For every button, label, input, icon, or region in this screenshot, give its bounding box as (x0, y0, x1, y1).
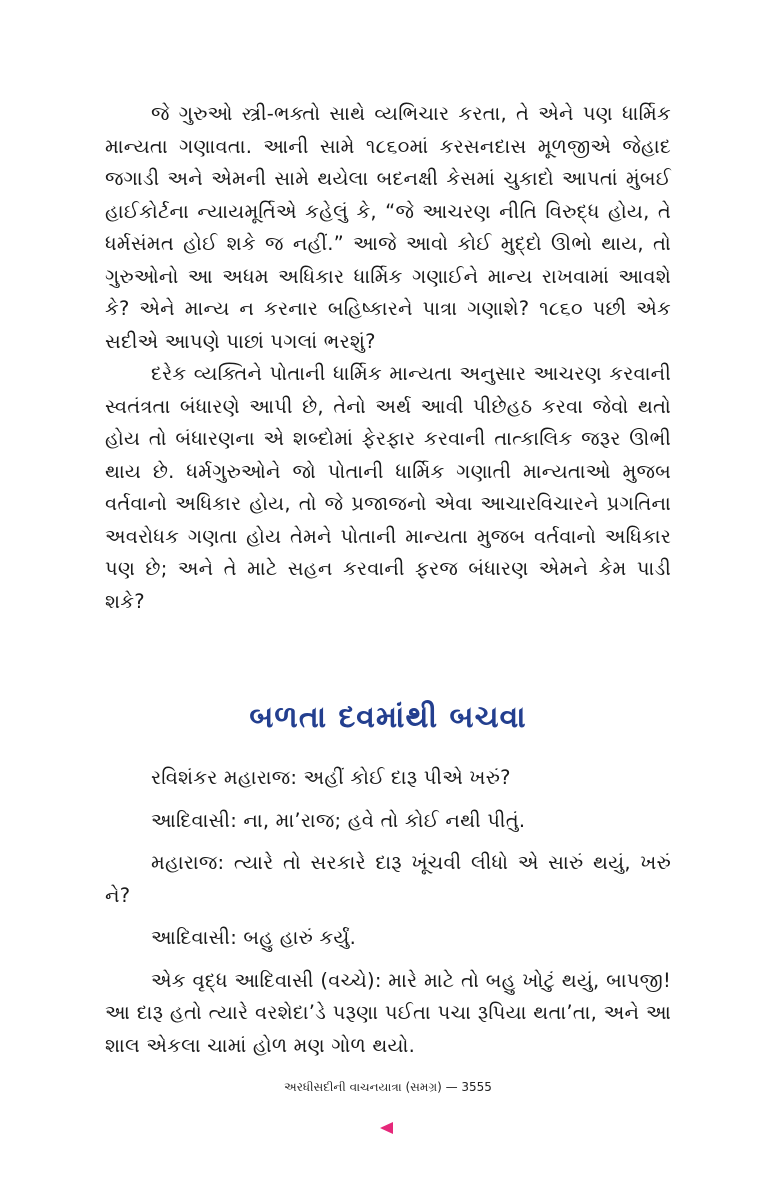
dialogue-line: મહારાજ: ત્યારે તો સરકારે દારૂ ખૂંચવી લીધો એ સારું થયું, ખરું ને? (105, 851, 671, 907)
paragraph-2: દરેક વ્યક્તિને પોતાની ધાર્મિક માન્યતા અનુસાર આચરણ કરવાની સ્વતંત્રતા બંધારણે આપી છે, તેનો અર્થ આવી પીછેહઠ કરવા જેવો થતો હોય તો બંધારણના એ શબ્દોમાં ફેરફાર કરવાની તાત્કાલિક જરૂર ઊભી થાય છે. ધર્મગુરુઓને જો પોતાની ધાર્મિક ગણાતી માન્યતાઓ મુજબ વર્તવાનો અધિકાર હોય, તો જે પ્રજાજનો એવા આચારવિચારને પ્રગતિના અવરોધક ગણતા હોય તેમને પોતાની માન્યતા મુજબ વર્તવાનો અધિકાર પણ છે; અને તે માટે સહન કરવાની ફરજ બંધારણ એમને કેમ પાડી શકે? (105, 362, 671, 613)
body-text (105, 98, 671, 618)
paragraph-1: જે ગુરુઓ સ્ત્રી-ભક્તો સાથે વ્યભિચાર કરતા, તે એને પણ ધાર્મિક માન્યતા ગણાવતા. આની સામે ૧૮૬૦માં કરસનદાસ મૂળજીએ જેહાદ જગાડી અને એમની સામે થયેલા બદનક્ષી કેસમાં ચુકાદો આપતાં મુંબઈ હાઈકોર્ટના ન્યાયમૂર્તિએ કહેલું કે, “જે આચરણ નીતિ વિરુદ્ધ હોય, તે ધર્મસંમત હોઈ શકે જ નહીં.” આજે આવો કોઈ મુદ્દો ઊભો થાય, તો ગુરુઓનો આ અધમ અધિકાર ધાર્મિક ગણાઈને માન્ય રાખવામાં આવશે કે? એને માન્ય ન કરનાર બહિષ્કારને પાત્રા ગણાશે? ૧૮૬૦ પછી એક સદીએ આપણે પાછાં પગલાં ભરશું? (105, 102, 671, 353)
dialogue-line: એક વૃદ્ધ આદિવાસી (વચ્ચે): મારે માટે તો બહુ ખોટું થયું, બાપજી! આ દારૂ હતો ત્યારે વરશેદા’ડે પરૂણા પઈતા પચા રૂપિયા થતા’તા, અને આ શાલ એકલા ચામાં હોળ મણ ગોળ થયો. (105, 968, 671, 1057)
dialogue-line: આદિવાસી: બહુ હારું કર્યું. (151, 926, 356, 949)
dialogue-section (105, 762, 671, 1072)
page-footer: અરધીસદીની વાચનયાત્રા (સમગ્ર) — 3555 (284, 1080, 492, 1094)
dialogue-line: રવિશંકર મહારાજ: અહીં કોઈ દારૂ પીએ ખરું? (151, 766, 511, 789)
section-title: બળતા દવમાંથી બચવા (249, 700, 527, 735)
left-triangle-icon[interactable] (380, 1122, 393, 1134)
dialogue-line: આદિવાસી: ના, મા’રાજ; હવે તો કોઈ નથી પીતું. (151, 808, 526, 832)
